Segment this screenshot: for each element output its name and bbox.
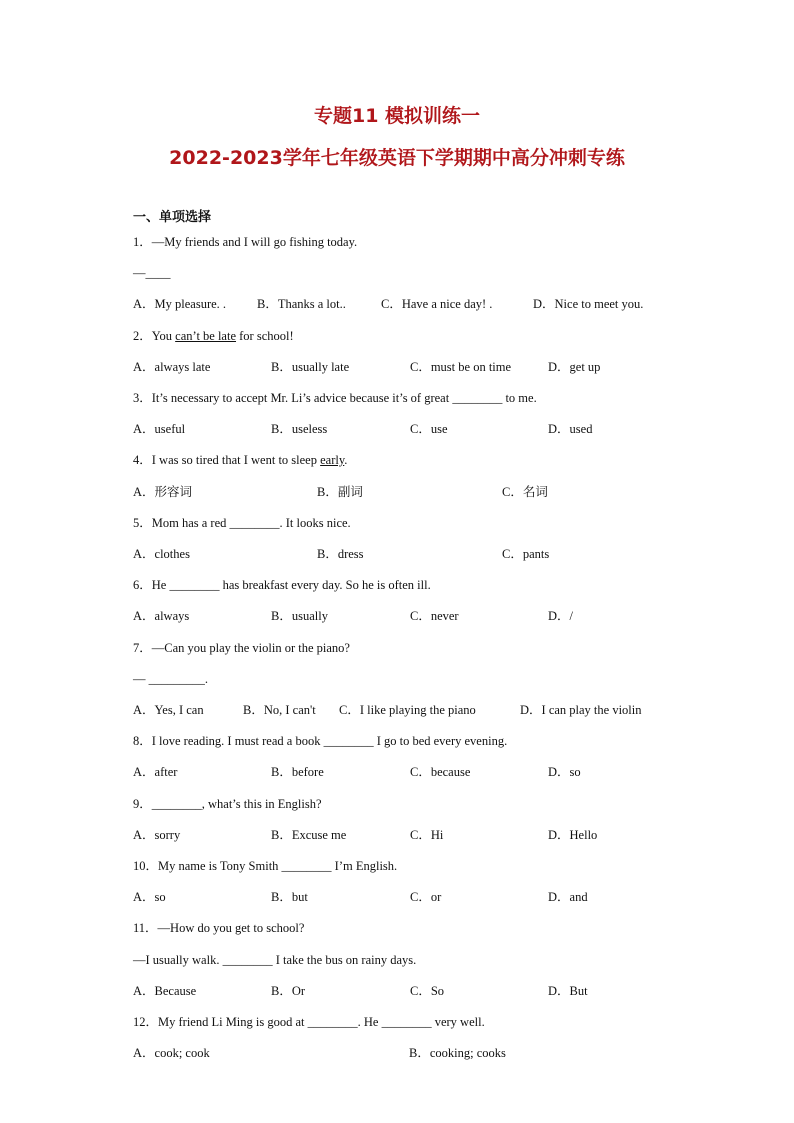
option-a[interactable]: A．cook; cook: [133, 1046, 210, 1060]
question-5-options: [133, 545, 733, 563]
option-a[interactable]: A．so: [133, 890, 166, 904]
question-8: 8．I love reading. I must read a book ________ I go to bed every evening.: [133, 734, 508, 748]
option-a[interactable]: A．always: [133, 609, 190, 623]
question-4-options: [133, 483, 733, 501]
option-c[interactable]: C．名词: [502, 485, 548, 499]
question-12-options: [133, 1044, 733, 1062]
option-c[interactable]: C．Hi: [410, 828, 444, 842]
option-d[interactable]: D．But: [548, 984, 588, 998]
question-5: 5．Mom has a red ________. It looks nice.: [133, 516, 351, 530]
option-a[interactable]: A．always late: [133, 360, 211, 374]
option-d[interactable]: D．Hello: [548, 828, 598, 842]
question-8-options: [133, 763, 733, 781]
option-b[interactable]: B．副词: [317, 485, 363, 499]
option-c[interactable]: C．Have a nice day! .: [381, 297, 493, 311]
option-b[interactable]: B．Or: [271, 984, 306, 998]
option-b[interactable]: B．Thanks a lot..: [257, 297, 346, 311]
question-11: 11．—How do you get to school?: [133, 921, 305, 935]
option-d[interactable]: D．used: [548, 422, 593, 436]
option-b[interactable]: B．usually late: [271, 360, 350, 374]
page-title: 专题11 模拟训练一: [313, 105, 481, 127]
option-d[interactable]: D．get up: [548, 360, 601, 374]
question-2-options: [133, 358, 733, 376]
question-10-options: [133, 888, 733, 906]
section-heading: 一、单项选择: [133, 210, 212, 225]
question-7: 7．—Can you play the violin or the piano?: [133, 641, 350, 655]
option-a[interactable]: A．Yes, I can: [133, 703, 204, 717]
option-c[interactable]: C．So: [410, 984, 445, 998]
question-9-options: [133, 826, 733, 844]
option-a[interactable]: A．useful: [133, 422, 186, 436]
question-2: 2．You can’t be late for school!: [133, 329, 294, 343]
option-b[interactable]: B．usually: [271, 609, 328, 623]
question-6: 6．He ________ has breakfast every day. So he is often ill.: [133, 578, 431, 592]
option-b[interactable]: B．Excuse me: [271, 828, 347, 842]
option-a[interactable]: A．形容词: [133, 485, 193, 499]
option-c[interactable]: C．or: [410, 890, 442, 904]
option-c[interactable]: C．pants: [502, 547, 550, 561]
question-7-reply: — _________.: [133, 672, 208, 686]
question-4: 4．I was so tired that I went to sleep early.: [133, 453, 348, 467]
question-6-options: [133, 607, 733, 625]
question-11-reply: —I usually walk. ________ I take the bus on rainy days.: [133, 953, 417, 967]
option-b[interactable]: B．before: [271, 765, 324, 779]
option-d[interactable]: D．/: [548, 609, 574, 623]
option-c[interactable]: C．use: [410, 422, 448, 436]
option-a[interactable]: A．My pleasure. .: [133, 297, 227, 311]
option-b[interactable]: B．No, I can't: [243, 703, 316, 717]
question-1-options: [133, 295, 733, 313]
option-d[interactable]: D．Nice to meet you.: [533, 297, 644, 311]
question-12: 12．My friend Li Ming is good at ________. He ________ very well.: [133, 1015, 485, 1029]
page-subtitle: 2022-2023学年七年级英语下学期期中高分冲刺专练: [169, 147, 625, 169]
question-3-options: [133, 420, 733, 438]
question-1: 1．—My friends and I will go fishing today.: [133, 235, 358, 249]
underlined-phrase: can’t be late: [175, 329, 237, 343]
option-c[interactable]: C．I like playing the piano: [339, 703, 476, 717]
question-7-options: [133, 701, 733, 719]
option-c[interactable]: C．never: [410, 609, 459, 623]
option-b[interactable]: B．cooking; cooks: [409, 1046, 506, 1060]
question-1-reply: —____: [133, 266, 171, 280]
option-b[interactable]: B．but: [271, 890, 308, 904]
option-c[interactable]: C．must be on time: [410, 360, 512, 374]
option-b[interactable]: B．dress: [317, 547, 364, 561]
option-c[interactable]: C．because: [410, 765, 471, 779]
question-10: 10．My name is Tony Smith ________ I’m English.: [133, 859, 398, 873]
question-3: 3．It’s necessary to accept Mr. Li’s advice because it’s of great ________ to me.: [133, 391, 537, 405]
option-b[interactable]: B．useless: [271, 422, 328, 436]
option-d[interactable]: D．and: [548, 890, 588, 904]
option-a[interactable]: A．sorry: [133, 828, 181, 842]
option-d[interactable]: D．I can play the violin: [520, 703, 642, 717]
question-11-options: [133, 982, 733, 1000]
option-a[interactable]: A．after: [133, 765, 178, 779]
option-a[interactable]: A．clothes: [133, 547, 190, 561]
option-d[interactable]: D．so: [548, 765, 581, 779]
option-a[interactable]: A．Because: [133, 984, 197, 998]
underlined-word: early: [320, 453, 345, 467]
question-9: 9．________, what’s this in English?: [133, 797, 322, 811]
